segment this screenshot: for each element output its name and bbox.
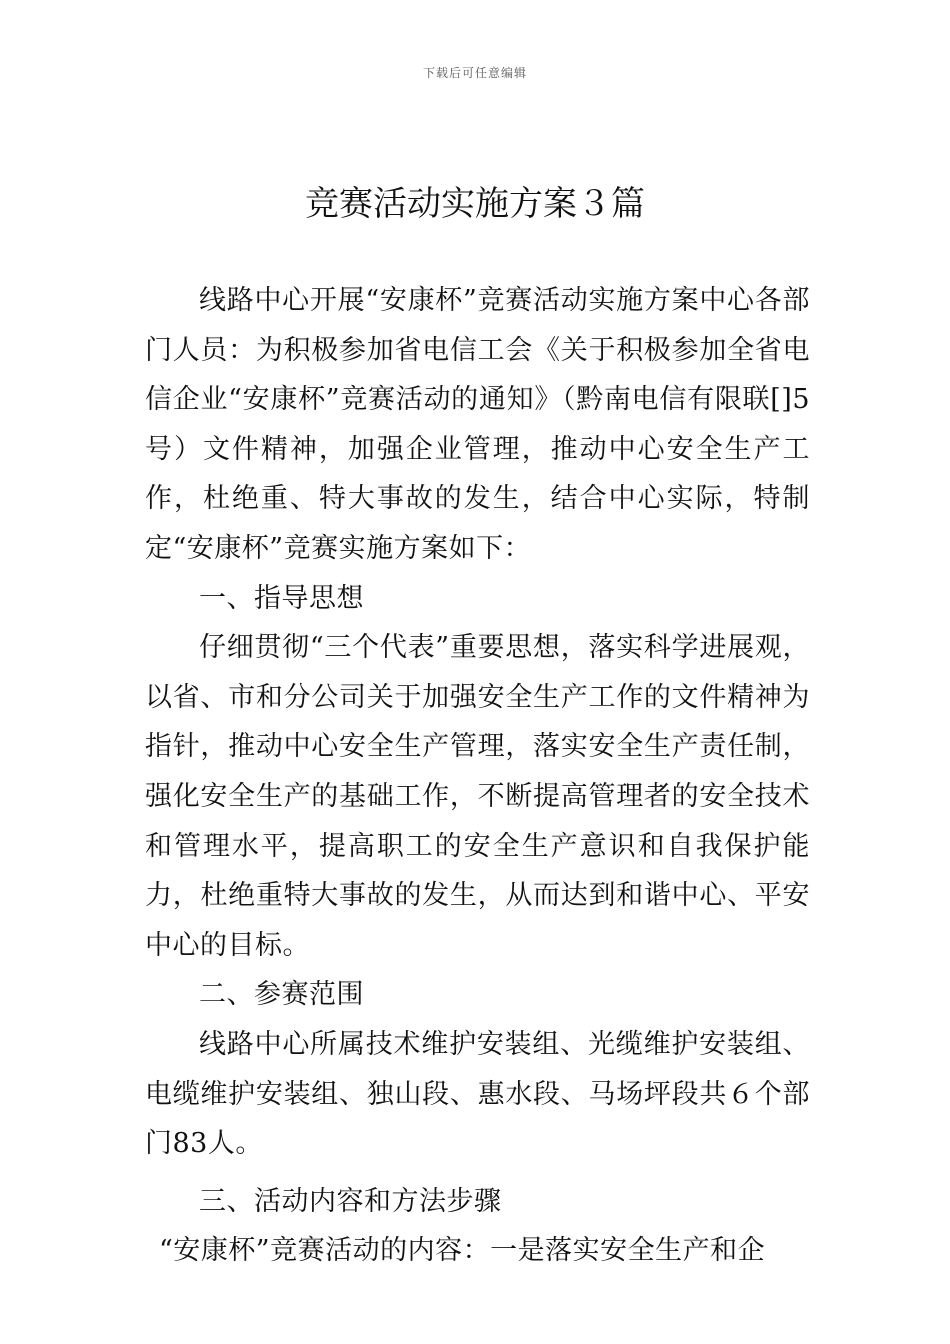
section-heading-activity-content: 三、活动内容和方法步骤 <box>199 1185 502 1217</box>
document-title: 竞赛活动实施方案３篇 <box>305 184 645 224</box>
section-heading-scope: 二、参赛范围 <box>199 979 364 1011</box>
paragraph-guiding-ideology: 仔细贯彻“三个代表”重要思想，落实科学进展观，以省、市和分公司关于加强安全生产工作的文件精神为指针，推动中心安全生产管理，落实安全生产责任制，强化安全生产的基础工作，不断提高管理者的安全技术和管理水平，提高职工的安全生产意识和自我保护能力，杜绝重特大事故的发生，从而达到和谐中心、平安中心的目标。 <box>145 632 810 961</box>
paragraph-intro: 线路中心开展“安康杯”竞赛活动实施方案中心各部门人员：为积极参加省电信工会《关于积极参加全省电信企业“安康杯”竞赛活动的通知》（黔南电信有限联[]5号）文件精神，加强企业管理，推动中心安全生产工作，杜绝重、特大事故的发生，结合中心实际，特制定“安康杯”竞赛实施方案如下： <box>145 285 810 564</box>
document-body <box>145 276 810 1276</box>
paragraph-scope: 线路中心所属技术维护安装组、光缆维护安装组、电缆维护安装组、独山段、惠水段、马场坪段共６个部门83人。 <box>145 1028 810 1160</box>
paragraph-activity-content: “安康杯”竞赛活动的内容：一是落实安全生产和企 <box>159 1235 766 1267</box>
section-heading-guiding-ideology: 一、指导思想 <box>199 582 364 614</box>
header-note: 下载后可任意编辑 <box>422 66 527 80</box>
